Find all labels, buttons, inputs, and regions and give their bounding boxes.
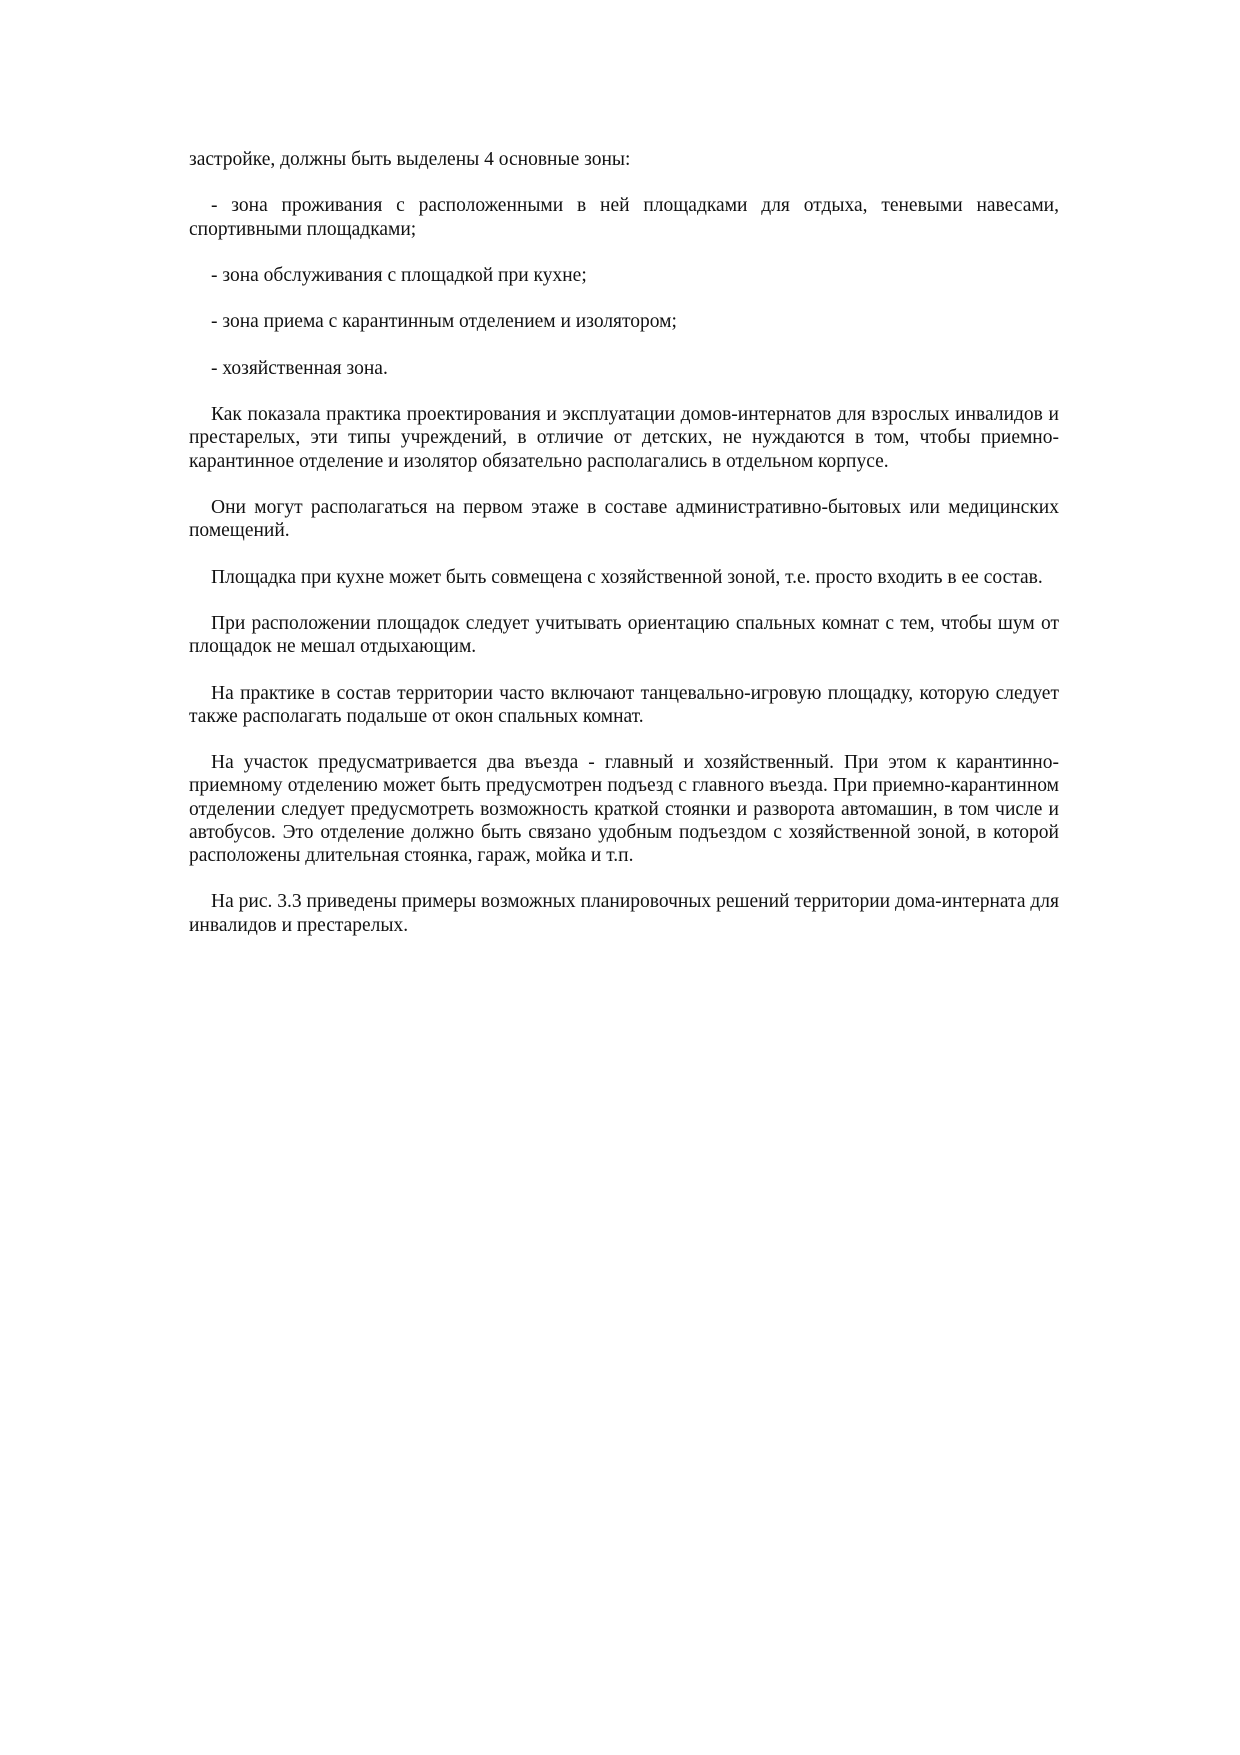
list-item-living-zone: - зона проживания с расположенными в ней площадками для отдыха, теневыми навесами, спортивными площадками; <box>189 195 1059 240</box>
paragraph-entrances: На участок предусматривается два въезда - главный и хозяйственный. При этом к карантинно-приемному отделению может быть предусмотрен подъезд с главного въезда. При приемно-карантинном отделении следует предусмотреть возможность краткой стоянки и разворота автомашин, в том числе и автобусов. Это отделение должно быть связано удобным подъездом с хозяйственной зоной, в которой расположены длительная стоянка, гараж, мойка и т.п. <box>189 752 1059 866</box>
paragraph-figure-reference: На рис. 3.3 приведены примеры возможных планировочных решений территории дома-интерната для инвалидов и престарелых. <box>189 891 1059 936</box>
paragraph-dance-area: На практике в состав территории часто включают танцевально-игровую площадку, которую следует также располагать подальше от окон спальных комнат. <box>189 682 1059 727</box>
list-item-service-zone: - зона обслуживания с площадкой при кухне; <box>211 264 587 286</box>
paragraph-first-floor: Они могут располагаться на первом этаже в составе административно-бытовых или медицинских помещений. <box>189 496 1059 542</box>
paragraph-zones-intro: застройке, должны быть выделены 4 основные зоны: <box>189 149 631 170</box>
paragraph-kitchen-area: Площадка при кухне может быть совмещена с хозяйственной зоной, т.е. просто входить в ее состав. <box>211 566 1043 588</box>
list-item-reception-zone: - зона приема с карантинным отделением и изолятором; <box>211 311 677 333</box>
list-item-utility-zone: - хозяйственная зона. <box>211 357 388 379</box>
paragraph-practice: Как показала практика проектирования и эксплуатации домов-интернатов для взрослых инвалидов и престарелых, эти типы учреждений, в отличие от детских, не нуждаются в том, чтобы приемно-карантинное отделение и изолятор обязательно располагались в отдельном корпусе. <box>189 404 1059 472</box>
paragraph-orientation: При расположении площадок следует учитывать ориентацию спальных комнат с тем, чтобы шум от площадок не мешал отдыхающим. <box>189 612 1059 658</box>
body-text <box>189 148 1059 960</box>
